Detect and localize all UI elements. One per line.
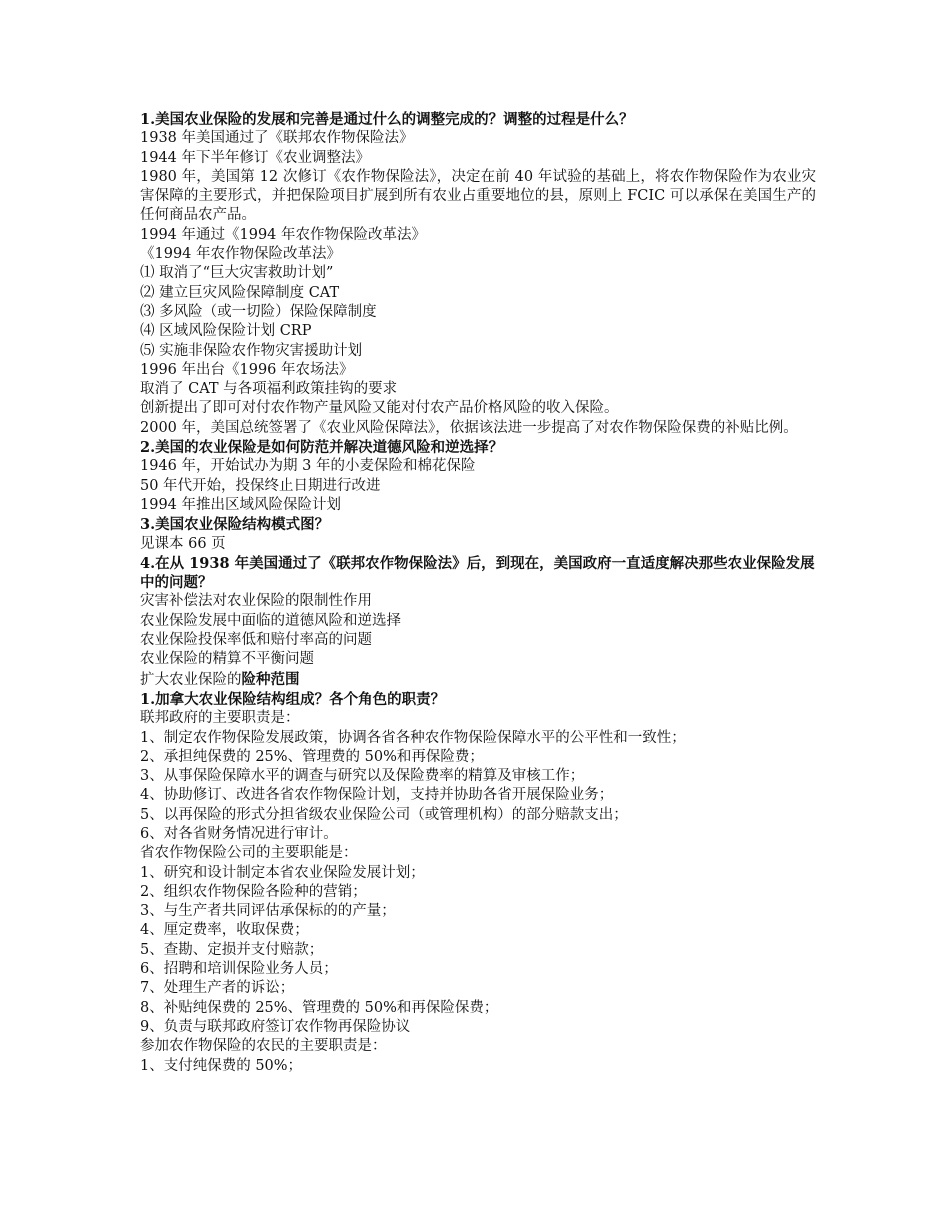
text-run-bold: 险种范围 — [241, 670, 300, 688]
text-run: 扩大农业保险的 — [140, 671, 242, 688]
list-item: 1、制定农作物保险发展政策，协调各省各种农作物保险保障水平的公平性和一致性； — [140, 729, 686, 746]
text-line: 50 年代开始，投保终止日期进行改进 — [140, 477, 381, 494]
list-item: ⑷ 区域风险保险计划 CRP — [140, 323, 312, 340]
question-heading-government-issues: 4.在从 1938 年美国通过了《联邦农作物保险法》后，到现在，美国政府一直适度解决那些农业保险发展中的问题？ — [140, 554, 815, 592]
list-item: 5、查勘、定损并支付赔款； — [140, 941, 324, 958]
list-item: ⑵ 建立巨灾风险保障制度 CAT — [140, 284, 340, 301]
text-line: 联邦政府的主要职责是： — [140, 710, 300, 727]
list-item: 1、支付纯保费的 50%； — [140, 1057, 303, 1074]
document-body — [140, 110, 816, 1076]
list-item: ⑸ 实施非保险农作物灾害援助计划 — [140, 342, 363, 359]
text-line: 1996 年出台《1996 年农场法》 — [140, 361, 354, 378]
list-item: 3、从事保险保障水平的调查与研究以及保险费率的精算及审核工作； — [140, 768, 585, 785]
list-item: 9、负责与联邦政府签订农作物再保险协议 — [140, 1018, 411, 1035]
list-item: ⑴ 取消了“巨大灾害救助计划” — [140, 265, 334, 282]
list-item: 4、协助修订、改进各省农作物保险计划，支持并协助各省开展保险业务； — [140, 787, 614, 804]
list-item: 5、以再保险的形式分担省级农业保险公司（或管理机构）的部分赔款支出； — [140, 806, 628, 823]
list-item: 6、对各省财务情况进行审计。 — [140, 825, 338, 842]
text-line: 1994 年推出区域风险保险计划 — [140, 496, 342, 513]
text-line: 见课本 66 页 — [140, 535, 226, 552]
text-line-mixed — [140, 670, 816, 690]
text-line: 创新提出了即可对付农作物产量风险又能对付农产品价格风险的收入保险。 — [140, 400, 619, 417]
text-line: 1994 年通过《1994 年农作物保险改革法》 — [140, 226, 427, 243]
text-line: 参加农作物保险的农民的主要职责是： — [140, 1038, 387, 1055]
text-line: 农业保险发展中面临的道德风险和逆选择 — [140, 612, 401, 629]
list-item: 4、厘定费率，收取保费； — [140, 922, 309, 939]
text-line: 取消了 CAT 与各项福利政策挂钩的要求 — [140, 381, 398, 398]
text-line: 1938 年美国通过了《联邦农作物保险法》 — [140, 130, 414, 147]
text-paragraph: 1980 年，美国第 12 次修订《农作物保险法》，决定在前 40 年试验的基础上，将农作物保险作为农业灾害保障的主要形式，并把保险项目扩展到所有农业占重要地位的县，原则上 FCIC 可以承保在美国生产的任何商品农产品。 — [140, 168, 816, 224]
list-item: 1、研究和设计制定本省农业保险发展计划； — [140, 864, 425, 881]
question-heading-us-adjustment: 1.美国农业保险的发展和完善是通过什么的调整完成的？调整的过程是什么？ — [140, 111, 634, 128]
text-line: 灾害补偿法对农业保险的限制性作用 — [140, 593, 372, 610]
question-heading-structure-model: 3.美国农业保险结构模式图？ — [140, 516, 330, 534]
text-paragraph: 2000 年，美国总统签署了《农业风险保障法》，依据该法进一步提高了对农作物保险保费的补贴比例。 — [140, 419, 798, 436]
question-heading-moral-hazard: 2.美国的农业保险是如何防范并解决道德风险和逆选择？ — [140, 439, 504, 457]
list-item: ⑶ 多风险（或一切险）保险保障制度 — [140, 303, 377, 320]
text-line: 省农作物保险公司的主要职能是： — [140, 845, 358, 862]
list-item: 7、处理生产者的诉讼； — [140, 980, 295, 997]
text-line: 1944 年下半年修订《农业调整法》 — [140, 149, 371, 166]
list-item: 8、补贴纯保费的 25%、管理费的 50%和再保险保费； — [140, 999, 499, 1016]
text-line: 《1994 年农作物保险改革法》 — [140, 246, 342, 263]
question-heading-canada-structure: 1.加拿大农业保险结构组成？各个角色的职责？ — [140, 690, 446, 708]
list-item: 2、承担纯保费的 25%、管理费的 50%和再保险费； — [140, 748, 484, 765]
text-line: 农业保险投保率低和赔付率高的问题 — [140, 632, 372, 649]
text-line: 1946 年，开始试办为期 3 年的小麦保险和棉花保险 — [140, 458, 476, 475]
text-line: 农业保险的精算不平衡问题 — [140, 651, 314, 668]
list-item: 6、招聘和培训保险业务人员； — [140, 961, 338, 978]
list-item: 3、与生产者共同评估承保标的的产量； — [140, 903, 396, 920]
list-item: 2、组织农作物保险各险种的营销； — [140, 883, 367, 900]
